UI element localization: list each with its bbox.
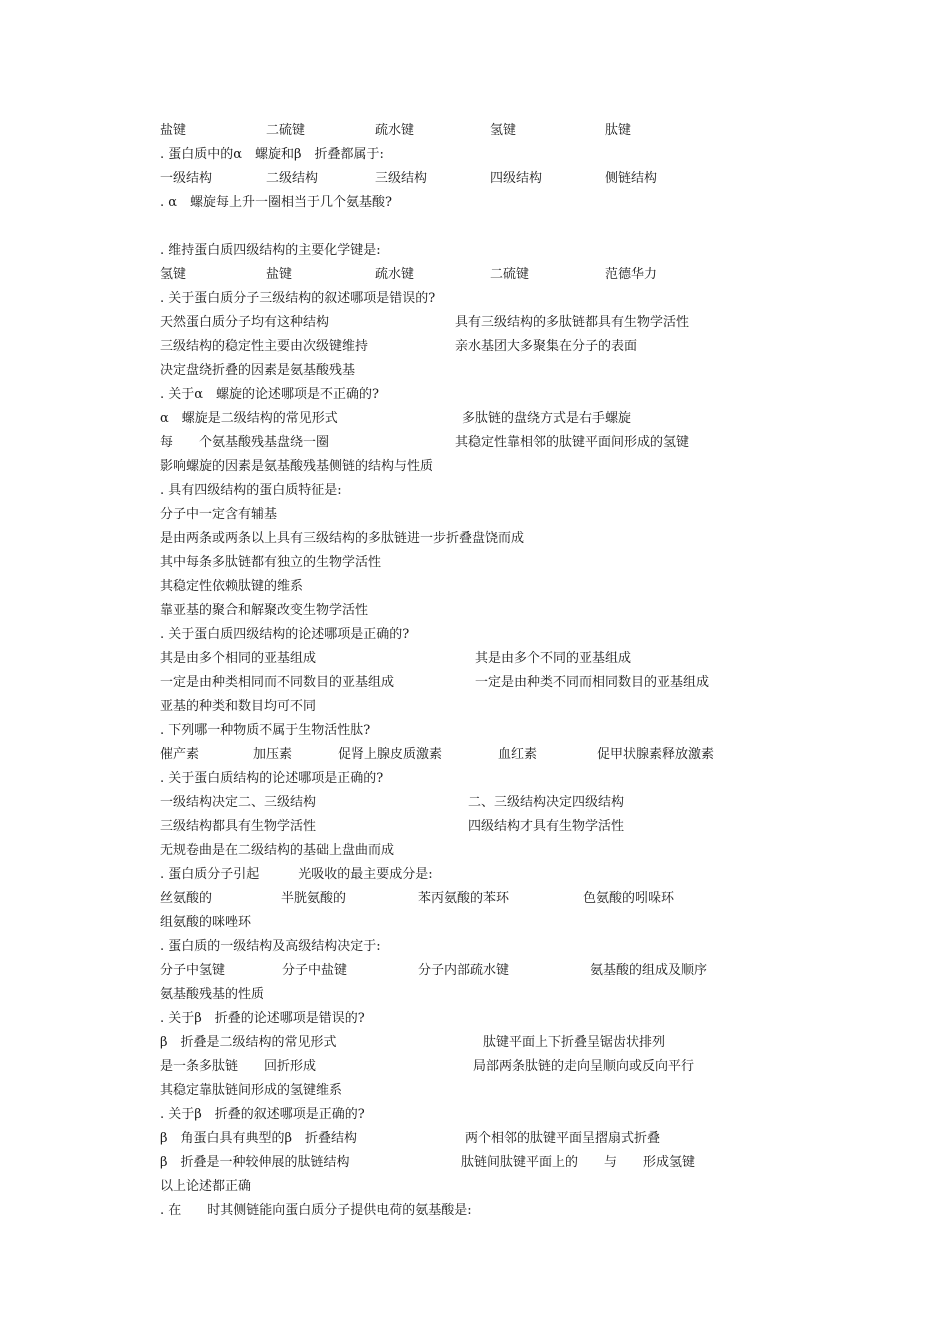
question-text: . 关于蛋白质分子三级结构的叙述哪项是错误的?: [160, 291, 436, 306]
option-text: 丝氨酸的: [160, 891, 213, 906]
option-text: 氢键: [490, 123, 517, 138]
option-text: 分子内部疏水键: [418, 963, 510, 978]
option-text: 亚基的种类和数目均可不同: [160, 699, 317, 714]
option-text: 四级结构才具有生物学活性: [468, 819, 625, 834]
option-text: 促甲状腺素释放激素: [597, 747, 715, 762]
option-text: 以上论述都正确: [160, 1179, 252, 1194]
option-text: 疏水键: [375, 123, 415, 138]
option-text: 二硫键: [266, 123, 306, 138]
option-text: 催产素: [160, 747, 200, 762]
question-text: . 关于β 折叠的叙述哪项是正确的?: [160, 1107, 365, 1122]
option-text: 是由两条或两条以上具有三级结构的多肽链进一步折叠盘饶而成: [160, 531, 525, 546]
option-text: 半胱氨酸的: [281, 891, 347, 906]
option-text: 肽链间肽键平面上的 与 形成氢键: [461, 1155, 696, 1170]
option-text: 每 个氨基酸残基盘绕一圈: [160, 435, 330, 450]
option-text: 影响螺旋的因素是氨基酸残基侧链的结构与性质: [160, 459, 434, 474]
option-text: 三级结构: [375, 171, 428, 186]
option-text: 亲水基团大多聚集在分子的表面: [455, 339, 638, 354]
question-text: . 蛋白质的一级结构及高级结构决定于:: [160, 939, 381, 954]
option-text: 其稳定靠肽链间形成的氢键维系: [160, 1083, 343, 1098]
option-text: 两个相邻的肽键平面呈摺扇式折叠: [465, 1131, 661, 1146]
option-text: 一级结构: [160, 171, 213, 186]
option-text: 无规卷曲是在二级结构的基础上盘曲而成: [160, 843, 395, 858]
question-text: . 在 时其侧链能向蛋白质分子提供电荷的氨基酸是:: [160, 1203, 472, 1218]
option-text: α 螺旋是二级结构的常见形式: [160, 411, 338, 426]
option-text: 盐键: [266, 267, 293, 282]
option-text: 一定是由种类相同而不同数目的亚基组成: [160, 675, 395, 690]
option-text: 组氨酸的咪唑环: [160, 915, 252, 930]
question-text: . α 螺旋每上升一圈相当于几个氨基酸?: [160, 195, 393, 210]
question-text: . 下列哪一种物质不属于生物活性肽?: [160, 723, 371, 738]
option-text: 具有三级结构的多肽链都具有生物学活性: [455, 315, 690, 330]
option-text: 苯丙氨酸的苯环: [418, 891, 510, 906]
option-text: 色氨酸的吲哚环: [583, 891, 675, 906]
question-text: . 蛋白质分子引起 光吸收的最主要成分是:: [160, 867, 433, 882]
option-text: 靠亚基的聚合和解聚改变生物学活性: [160, 603, 369, 618]
option-text: 分子中一定含有辅基: [160, 507, 278, 522]
option-text: 分子中盐键: [282, 963, 348, 978]
option-text: 二、三级结构决定四级结构: [468, 795, 625, 810]
option-text: 决定盘绕折叠的因素是氨基酸残基: [160, 363, 356, 378]
option-text: 二级结构: [266, 171, 319, 186]
option-text: β 折叠是一种较伸展的肽链结构: [160, 1155, 350, 1170]
question-text: . 维持蛋白质四级结构的主要化学键是:: [160, 243, 381, 258]
option-text: β 折叠是二级结构的常见形式: [160, 1035, 337, 1050]
option-text: 是一条多肽链 回折形成: [160, 1059, 317, 1074]
question-text: . 蛋白质中的α 螺旋和β 折叠都属于:: [160, 147, 384, 162]
question-text: . 关于β 折叠的论述哪项是错误的?: [160, 1011, 365, 1026]
option-text: 天然蛋白质分子均有这种结构: [160, 315, 330, 330]
option-text: 四级结构: [490, 171, 543, 186]
option-text: 分子中氢键: [160, 963, 226, 978]
option-text: 血红素: [498, 747, 538, 762]
option-text: 肽键: [605, 123, 632, 138]
option-text: 一定是由种类不同而相同数目的亚基组成: [475, 675, 710, 690]
option-text: 氨基酸的组成及顺序: [590, 963, 708, 978]
option-text: 二硫键: [490, 267, 530, 282]
option-text: 加压素: [253, 747, 293, 762]
question-text: . 关于α 螺旋的论述哪项是不正确的?: [160, 387, 380, 402]
option-text: 氢键: [160, 267, 187, 282]
question-text: . 具有四级结构的蛋白质特征是:: [160, 483, 342, 498]
question-text: . 关于蛋白质四级结构的论述哪项是正确的?: [160, 627, 410, 642]
option-text: 侧链结构: [605, 171, 658, 186]
option-text: 氨基酸残基的性质: [160, 987, 265, 1002]
option-text: 多肽链的盘绕方式是右手螺旋: [462, 411, 632, 426]
option-text: 一级结构决定二、三级结构: [160, 795, 317, 810]
option-text: 肽键平面上下折叠呈锯齿状排列: [483, 1035, 666, 1050]
option-text: 局部两条肽链的走向呈顺向或反向平行: [473, 1059, 695, 1074]
option-text: 盐键: [160, 123, 187, 138]
option-text: 疏水键: [375, 267, 415, 282]
option-text: 范德华力: [605, 267, 658, 282]
option-text: 其是由多个不同的亚基组成: [475, 651, 632, 666]
option-text: 三级结构的稳定性主要由次级键维持: [160, 339, 369, 354]
option-text: β 角蛋白具有典型的β 折叠结构: [160, 1131, 358, 1146]
option-text: 促肾上腺皮质激素: [338, 747, 443, 762]
option-text: 三级结构都具有生物学活性: [160, 819, 317, 834]
option-text: 其稳定性靠相邻的肽键平面间形成的氢键: [455, 435, 690, 450]
option-text: 其中每条多肽链都有独立的生物学活性: [160, 555, 382, 570]
question-text: . 关于蛋白质结构的论述哪项是正确的?: [160, 771, 384, 786]
option-text: 其稳定性依赖肽键的维系: [160, 579, 304, 594]
option-text: 其是由多个相同的亚基组成: [160, 651, 317, 666]
